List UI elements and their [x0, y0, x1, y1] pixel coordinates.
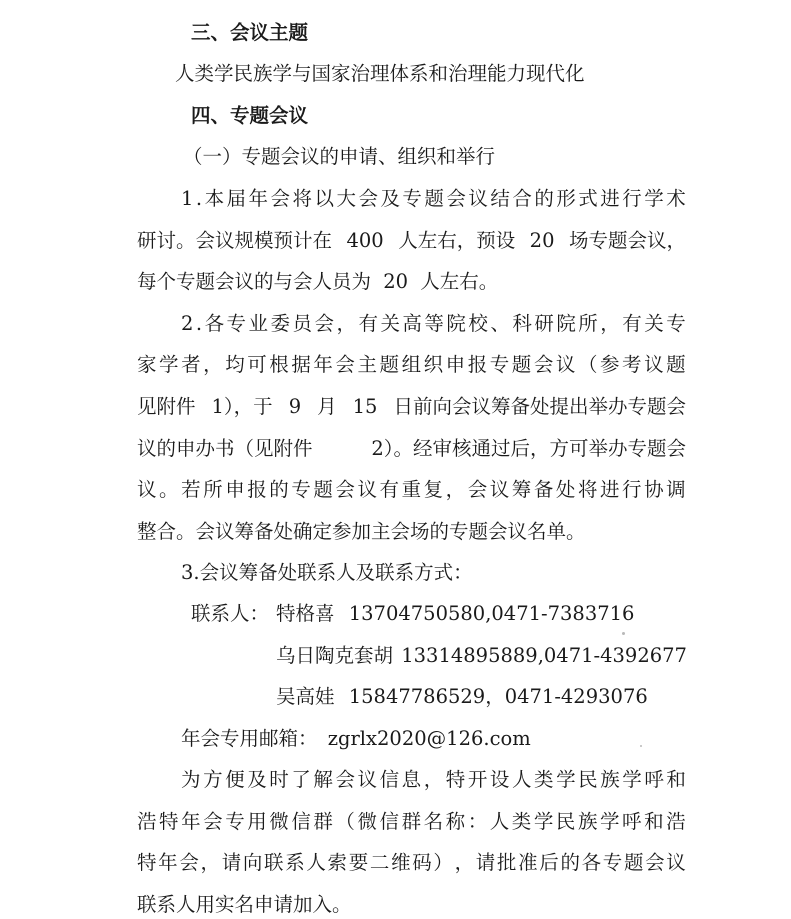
text-segment: 见附件 [137, 395, 196, 418]
glyph: 组 [401, 353, 422, 376]
number-segment: 20 [383, 270, 409, 293]
glyph: 的 [534, 187, 554, 210]
glyph: 题 [379, 353, 400, 376]
glyph: 均 [225, 353, 245, 376]
glyph: 题 [424, 187, 444, 210]
glyph: 会 [270, 187, 291, 210]
glyph: 会 [467, 478, 488, 501]
glyph: 将 [577, 478, 598, 501]
glyph: 议 [468, 187, 488, 210]
glyph: 学 [556, 768, 576, 791]
glyph: 浩 [666, 810, 686, 833]
glyph: 协 [644, 478, 664, 501]
glyph: 专 [602, 851, 623, 874]
glyph: 类 [511, 810, 532, 833]
wechat-line-2 [137, 810, 686, 834]
glyph: 各 [581, 851, 602, 874]
glyph: 处 [555, 478, 576, 501]
glyph: 会 [358, 187, 378, 210]
glyph: 等 [424, 312, 444, 335]
glyph: 设 [489, 768, 510, 791]
glyph: 筹 [511, 478, 532, 501]
glyph: 学 [599, 810, 620, 833]
glyph: 类 [534, 768, 554, 791]
glyph: 后 [539, 851, 559, 874]
text-segment: 人左右。 [420, 270, 499, 293]
glyph: 称 [445, 810, 466, 833]
glyph: 浩 [137, 810, 157, 833]
item2-line-3 [137, 395, 686, 419]
glyph: 会 [645, 851, 665, 874]
glyph: 进 [599, 478, 620, 501]
glyph: 会 [314, 312, 334, 335]
glyph: 专 [402, 187, 422, 210]
glyph: 重 [401, 478, 422, 501]
glyph: （ [335, 810, 355, 833]
glyph: 议 [644, 353, 664, 376]
text-segment: 场专题会议， [568, 229, 686, 252]
glyph: 呼 [622, 810, 642, 833]
glyph: 题 [666, 353, 686, 376]
glyph: 会 [533, 353, 554, 376]
glyph: 议 [137, 478, 157, 501]
glyph: ， [454, 851, 475, 874]
scan-speck [622, 632, 625, 635]
glyph: 申 [445, 353, 466, 376]
glyph: 的 [269, 478, 289, 501]
glyph: 者 [181, 353, 201, 376]
glyph: 维 [391, 851, 411, 874]
glyph: 专 [291, 478, 311, 501]
glyph: 年 [158, 851, 178, 874]
glyph: 请 [475, 851, 496, 874]
item2-line-1 [181, 312, 686, 336]
glyph: 族 [600, 768, 620, 791]
glyph: 所 [578, 312, 598, 335]
glyph: 和 [644, 810, 664, 833]
glyph: 议 [357, 478, 377, 501]
glyph: 人 [306, 851, 326, 874]
item2-line-4 [137, 437, 686, 461]
glyph: 用 [247, 810, 267, 833]
glyph: 若 [181, 478, 201, 501]
wechat-line-4 [137, 893, 352, 917]
glyph: 行 [622, 187, 642, 210]
glyph: 校 [468, 312, 488, 335]
glyph: 会 [335, 768, 355, 791]
glyph: 专 [489, 353, 510, 376]
glyph: 委 [270, 312, 291, 335]
glyph: 及 [247, 768, 267, 791]
glyph: 参 [599, 353, 620, 376]
glyph: 高 [402, 312, 422, 335]
glyph: 备 [533, 478, 554, 501]
section-4-heading: 四、专题会议 [191, 104, 309, 127]
glyph: 大 [336, 187, 356, 210]
wechat-line-3 [137, 851, 686, 875]
number-segment: 9 [288, 395, 302, 418]
glyph: 批 [496, 851, 517, 874]
glyph: 学 [622, 768, 642, 791]
glyph: 信 [379, 768, 400, 791]
glyph: 呼 [644, 768, 664, 791]
glyph: 会 [335, 478, 355, 501]
glyph: 有 [358, 312, 378, 335]
glyph: 报 [467, 353, 488, 376]
number-segment: 1），于 [211, 395, 273, 418]
scan-speck [640, 745, 642, 747]
glyph: 结 [490, 187, 510, 210]
glyph: 和 [666, 768, 686, 791]
glyph: 术 [666, 187, 686, 210]
glyph: 索 [327, 851, 348, 874]
contact-label: 联系人： [191, 602, 270, 625]
glyph: 学 [533, 810, 554, 833]
glyph: 的 [560, 851, 580, 874]
glyph: 专 [226, 312, 247, 335]
glyph: 、 [490, 312, 510, 335]
number-segment: 20 [529, 229, 555, 252]
glyph: 群 [313, 810, 333, 833]
subsection-1-heading: （一）专题会议的申请、组织和举行 [183, 145, 496, 168]
glyph: 会 [446, 187, 466, 210]
glyph: 以 [314, 187, 334, 210]
item1-line-1 [181, 187, 686, 211]
glyph: 方 [203, 768, 223, 791]
text-segment: 月 [317, 395, 337, 418]
conference-theme: 人类学民族学与国家治理体系和治理能力现代化 [175, 62, 585, 85]
glyph: 将 [292, 187, 313, 210]
glyph: 特 [445, 768, 466, 791]
text-segment: 日前向会议筹备处提出举办专题会 [393, 395, 686, 418]
glyph: 息 [401, 768, 422, 791]
glyph: 家 [137, 353, 157, 376]
glyph: 申 [225, 478, 245, 501]
glyph: 民 [578, 768, 598, 791]
contact-info: 13314895889,0471-4392677 [401, 644, 687, 667]
glyph: 议 [357, 768, 378, 791]
glyph: ， [336, 312, 356, 335]
glyph: 了 [291, 768, 311, 791]
glyph: 各 [204, 312, 225, 335]
glyph: 可 [247, 353, 267, 376]
glyph: ， [423, 768, 444, 791]
glyph: 向 [242, 851, 263, 874]
glyph: 信 [379, 810, 400, 833]
glyph: 民 [555, 810, 576, 833]
item2-line-6-text: 整合。会议筹备处确定参加主会场的专题会议名单。 [137, 520, 586, 543]
glyph: 进 [600, 187, 620, 210]
glyph: 年 [181, 810, 201, 833]
glyph: 人 [489, 810, 510, 833]
glyph: 2 [181, 312, 194, 335]
glyph: ， [600, 312, 620, 335]
item1-line-3 [137, 270, 498, 294]
contact-name: 乌日陶克套胡 [276, 644, 394, 667]
glyph: 会 [179, 851, 199, 874]
wechat-line-4-text: 联系人用实名申请加入。 [137, 893, 352, 916]
glyph: 及 [380, 187, 400, 210]
glyph: 行 [622, 478, 642, 501]
glyph: 有 [622, 312, 642, 335]
contacts-title: 3.会议筹备处联系人及联系方式： [181, 561, 473, 584]
glyph: 根 [269, 353, 289, 376]
glyph: 1 [181, 187, 194, 210]
glyph: （ [577, 353, 598, 376]
glyph: 学 [644, 187, 664, 210]
glyph: 时 [269, 768, 289, 791]
glyph: 调 [666, 478, 686, 501]
email-label: 年会专用邮箱： [181, 727, 318, 750]
glyph: 本 [204, 187, 225, 210]
contact-name: 特格喜 [276, 602, 335, 625]
glyph: 考 [622, 353, 642, 376]
glyph: 织 [423, 353, 444, 376]
glyph: 有 [379, 478, 400, 501]
glyph: 关 [644, 312, 664, 335]
contact-name: 吴高娃 [276, 685, 335, 708]
glyph: 族 [577, 810, 598, 833]
glyph: 式 [578, 187, 598, 210]
glyph: ， [200, 851, 221, 874]
item1-line-2 [137, 229, 686, 253]
glyph: 专 [666, 312, 686, 335]
glyph: 议 [489, 478, 510, 501]
glyph: 院 [556, 312, 576, 335]
glyph: 学 [159, 353, 179, 376]
glyph: 题 [511, 353, 532, 376]
wechat-line-1 [181, 768, 686, 792]
glyph: 。 [159, 478, 179, 501]
item2-line-6 [137, 520, 586, 544]
item2-line-5 [137, 478, 686, 502]
glyph: 合 [512, 187, 532, 210]
glyph: 系 [285, 851, 305, 874]
glyph: 复 [423, 478, 444, 501]
glyph: 题 [623, 851, 644, 874]
glyph: . [195, 312, 203, 335]
glyph: 关 [380, 312, 400, 335]
glyph: 报 [247, 478, 267, 501]
contact-info: 15847786529，0471-4293076 [348, 685, 648, 708]
glyph: 二 [369, 851, 390, 874]
glyph: 研 [534, 312, 554, 335]
glyph: 年 [248, 187, 269, 210]
item2-line-2 [137, 353, 686, 377]
glyph: 业 [248, 312, 269, 335]
glyph: 员 [292, 312, 313, 335]
glyph: 群 [401, 810, 422, 833]
glyph: 会 [203, 810, 223, 833]
number-segment: 400 [346, 229, 384, 252]
glyph: 议 [555, 353, 576, 376]
glyph: 会 [335, 353, 355, 376]
glyph: 主 [357, 353, 377, 376]
glyph: 信 [291, 810, 311, 833]
glyph: ， [445, 478, 466, 501]
glyph: . [195, 187, 203, 210]
glyph: 届 [226, 187, 247, 210]
glyph: 年 [313, 353, 333, 376]
glyph: 议 [666, 851, 686, 874]
contact-row [276, 685, 648, 709]
glyph: 形 [556, 187, 576, 210]
text-segment: 人左右，预设 [398, 229, 516, 252]
glyph: 名 [423, 810, 444, 833]
glyph: 码 [412, 851, 432, 874]
glyph: ， [203, 353, 223, 376]
contact-info: 13704750580,0471-7383716 [348, 602, 635, 625]
glyph: 所 [203, 478, 223, 501]
contact-row [276, 602, 634, 626]
glyph: 开 [467, 768, 488, 791]
glyph: 准 [518, 851, 538, 874]
glyph: 为 [181, 768, 201, 791]
glyph: 据 [291, 353, 311, 376]
glyph: 便 [225, 768, 245, 791]
glyph: 微 [269, 810, 289, 833]
email-row [181, 727, 531, 751]
glyph: 专 [225, 810, 245, 833]
glyph: 人 [511, 768, 532, 791]
contact-row [276, 644, 687, 668]
section-3-heading: 三、会议主题 [191, 21, 309, 44]
glyph: ） [433, 851, 453, 874]
glyph: 科 [512, 312, 532, 335]
glyph: 请 [221, 851, 242, 874]
glyph: 特 [137, 851, 157, 874]
glyph: 院 [446, 312, 466, 335]
glyph: ： [467, 810, 488, 833]
glyph: 要 [348, 851, 369, 874]
text-segment: 2）。经审核通过后，方可举办专题会 [371, 437, 686, 460]
glyph: 微 [357, 810, 377, 833]
text-segment: 每个专题会议的与会人员为 [137, 270, 372, 293]
glyph: 解 [313, 768, 333, 791]
text-segment: 议的申办书（见附件 [137, 437, 313, 460]
glyph: 题 [313, 478, 333, 501]
glyph: 特 [159, 810, 179, 833]
email-address[interactable]: zgrlx2020@126.com [327, 727, 531, 750]
glyph: 联 [264, 851, 284, 874]
number-segment: 15 [352, 395, 378, 418]
text-segment: 研讨。会议规模预计在 [137, 229, 333, 252]
